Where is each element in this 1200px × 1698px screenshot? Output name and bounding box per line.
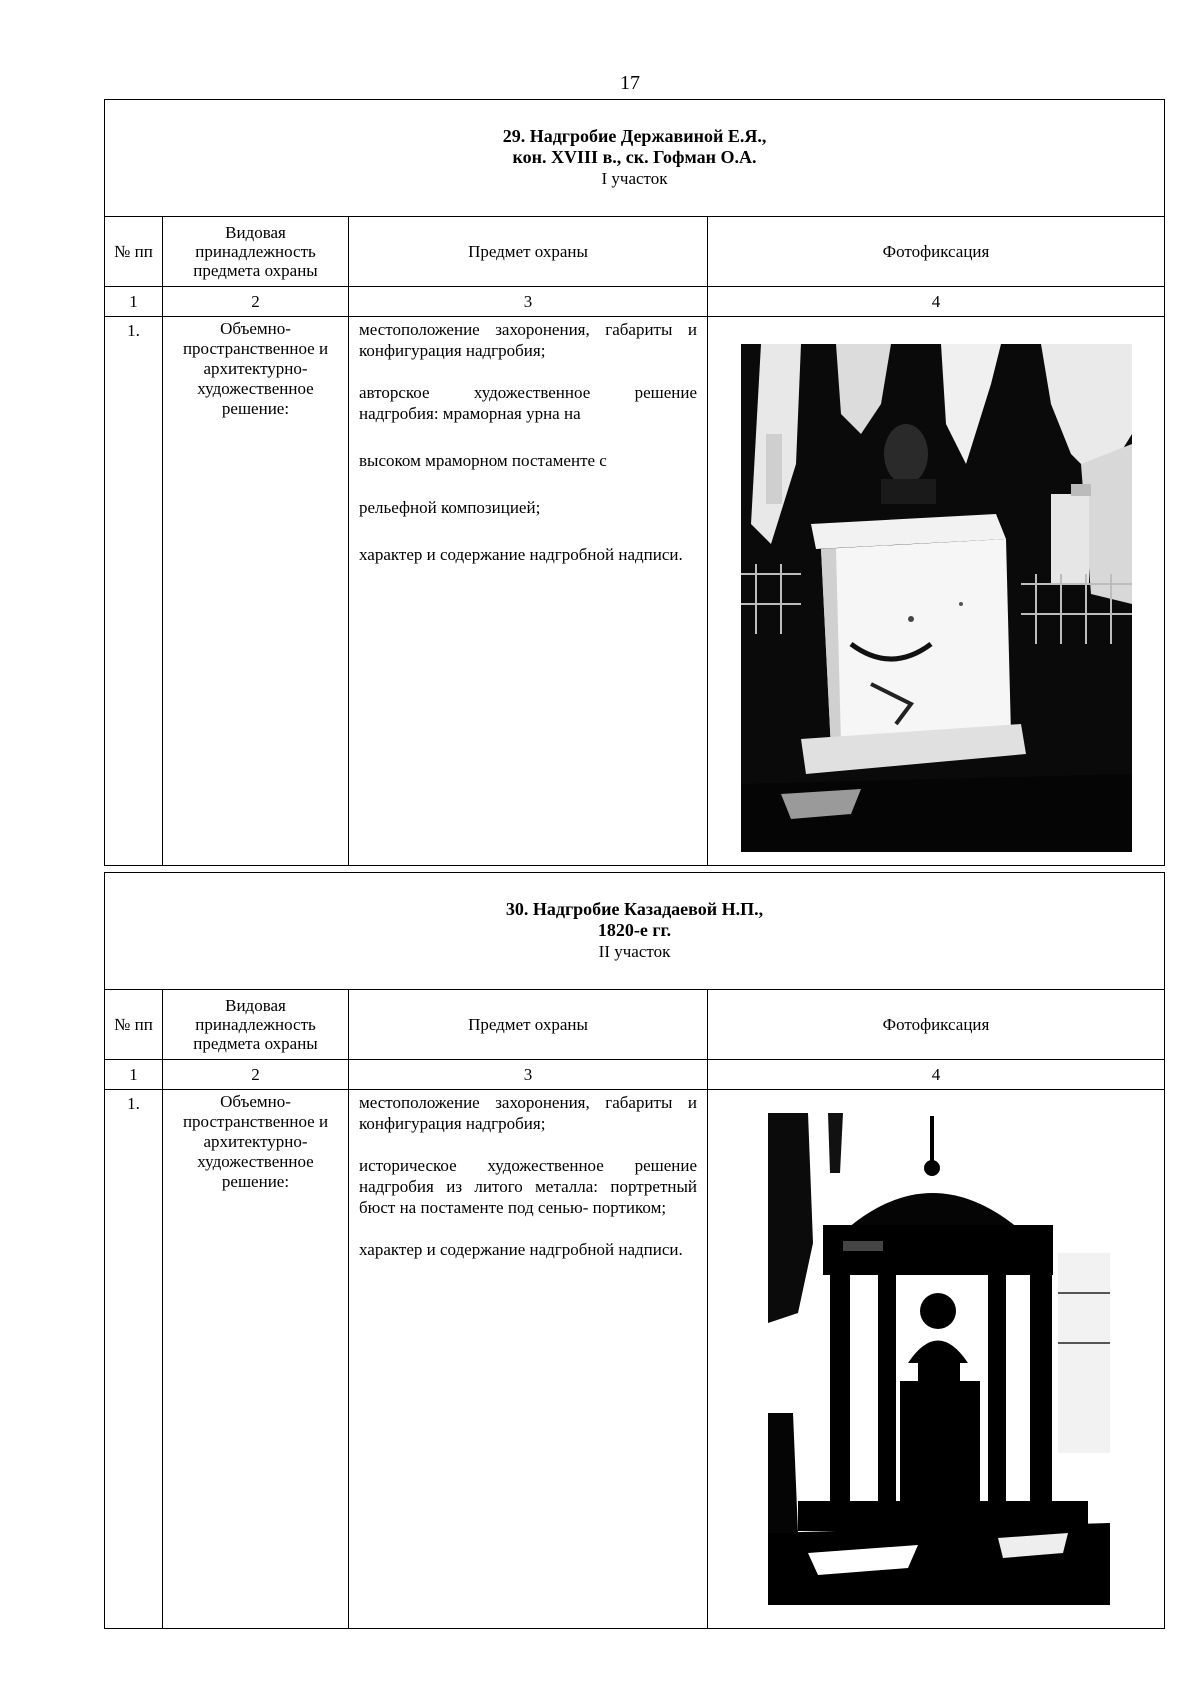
section-title — [105, 100, 1165, 217]
subject-item: местоположение захоронения, габариты и конфигурация надгробия; — [359, 1093, 697, 1133]
col-number-2: 2 — [163, 287, 349, 317]
col-number-4: 4 — [708, 1060, 1165, 1090]
row-subject — [349, 317, 708, 866]
subject-item: авторское художественное решение надгробия: мраморная урна на — [359, 383, 697, 423]
header-subject: Предмет охраны — [349, 990, 708, 1060]
subject-item: высоком мраморном постаменте с — [359, 451, 607, 470]
subject-item: рельефной композицией; — [359, 498, 541, 517]
header-type: Видовая принадлежность предмета охраны — [163, 990, 349, 1060]
row-type: Объемно-пространственное и архитектурно-художественное решение: — [163, 317, 349, 866]
col-number-3: 3 — [349, 287, 708, 317]
section-title-line1: 30. Надгробие Казадаевой Н.П., — [505, 899, 764, 919]
header-num: № пп — [105, 217, 163, 287]
subject-item: местоположение захоронения, габариты и конфигурация надгробия; — [359, 320, 697, 360]
row-number: 1. — [105, 317, 163, 866]
section-title-line2: 1820-е гг. — [597, 920, 672, 940]
col-number-1: 1 — [105, 287, 163, 317]
col-number-4: 4 — [708, 287, 1165, 317]
header-num: № пп — [105, 990, 163, 1060]
page-number: 17 — [620, 72, 640, 94]
header-subject: Предмет охраны — [349, 217, 708, 287]
section-plot: I участок — [601, 169, 668, 188]
subject-item: характер и содержание надгробной надписи. — [359, 1240, 683, 1259]
col-number-1: 1 — [105, 1060, 163, 1090]
section-title-line1: 29. Надгробие Державиной Е.Я., — [502, 126, 767, 146]
header-type: Видовая принадлежность предмета охраны — [163, 217, 349, 287]
row-number: 1. — [105, 1090, 163, 1629]
subject-item: историческое художественное решение надгробия из литого металла: портретный бюст на постаменте под сенью- портиком; — [359, 1156, 697, 1217]
col-number-3: 3 — [349, 1060, 708, 1090]
section-plot: II участок — [598, 942, 671, 961]
row-subject — [349, 1090, 708, 1629]
col-number-2: 2 — [163, 1060, 349, 1090]
header-photo: Фотофиксация — [708, 990, 1165, 1060]
section-title — [105, 873, 1165, 990]
section-title-line2: кон. XVIII в., ск. Гофман О.А. — [512, 147, 757, 167]
row-type: Объемно-пространственное и архитектурно-художественное решение: — [163, 1090, 349, 1629]
tombstone-urn-photo — [741, 344, 1132, 852]
header-photo: Фотофиксация — [708, 217, 1165, 287]
tombstone-portico-photo — [768, 1113, 1110, 1605]
subject-item: характер и содержание надгробной надписи. — [359, 545, 683, 564]
